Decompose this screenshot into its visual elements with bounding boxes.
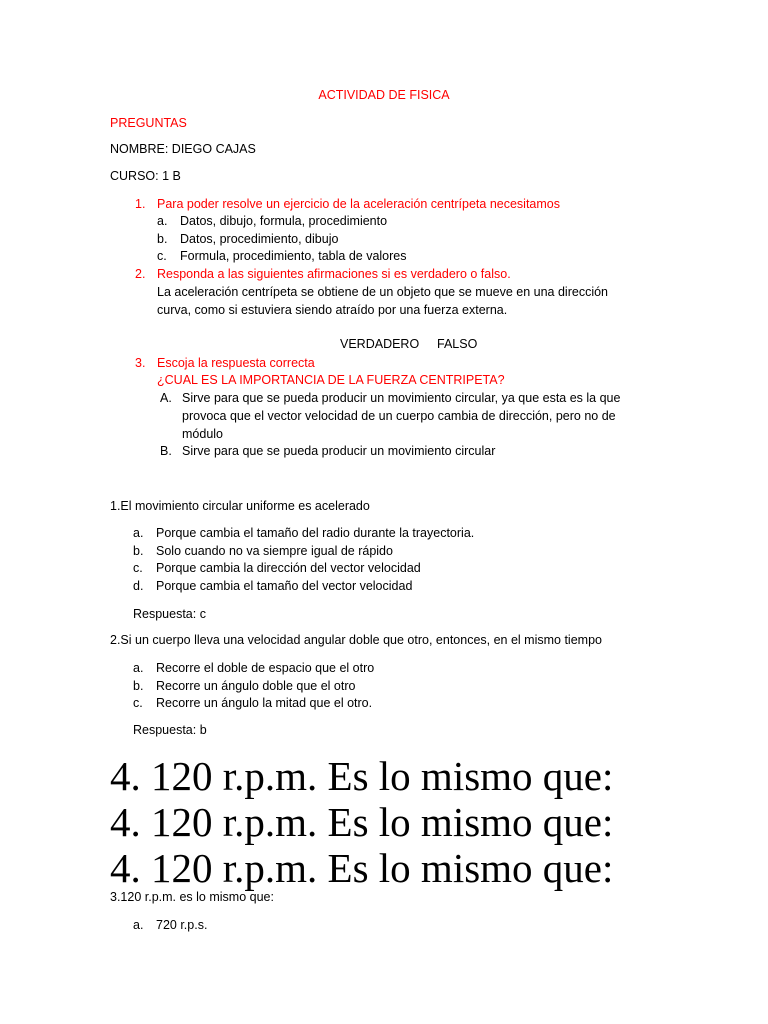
mc-1-option-b: Solo cuando no va siempre igual de rápido (156, 544, 393, 558)
question-3-option-a-line-1: Sirve para que se pueda producir un movimiento circular, ya que esta es la que (182, 391, 621, 405)
answer-falso: FALSO (437, 337, 478, 351)
question-1-option-c-marker: c. (157, 249, 167, 263)
mc-3-question: 3.120 r.p.m. es lo mismo que: (110, 890, 274, 904)
document-title: ACTIVIDAD DE FISICA (318, 88, 450, 102)
question-3-option-b: Sirve para que se pueda producir un movimiento circular (182, 444, 496, 458)
question-3-option-b-marker: B. (160, 444, 172, 458)
mc-3-option-a: 720 r.p.s. (156, 918, 208, 932)
question-2-number: 2. (135, 267, 146, 281)
mc-2-option-c-marker: c. (133, 696, 143, 710)
mc-1-option-b-marker: b. (133, 544, 144, 558)
overlay-heading-3: 4. 120 r.p.m. Es lo mismo que: (110, 845, 614, 891)
mc-2-option-a-marker: a. (133, 661, 144, 675)
overlay-heading-1: 4. 120 r.p.m. Es lo mismo que: (110, 753, 614, 799)
mc-1-option-d: Porque cambia el tamaño del vector velocidad (156, 579, 413, 593)
student-name: NOMBRE: DIEGO CAJAS (110, 142, 256, 156)
mc-3-option-a-marker: a. (133, 918, 144, 932)
mc-1-option-a-marker: a. (133, 526, 144, 540)
mc-2-option-c: Recorre un ángulo la mitad que el otro. (156, 696, 373, 710)
question-1-option-b-marker: b. (157, 232, 168, 246)
question-3-number: 3. (135, 356, 146, 370)
question-1-option-b: Datos, procedimiento, dibujo (180, 232, 339, 246)
mc-1-question: 1.El movimiento circular uniforme es acelerado (110, 499, 370, 513)
question-2-text: Responda a las siguientes afirmaciones si es verdadero o falso. (157, 267, 511, 281)
question-1-option-c: Formula, procedimiento, tabla de valores (180, 249, 407, 263)
mc-1-option-d-marker: d. (133, 579, 144, 593)
question-3-text: Escoja la respuesta correcta (157, 356, 315, 370)
mc-1-option-a: Porque cambia el tamaño del radio durante la trayectoria. (156, 526, 475, 540)
mc-2-option-b: Recorre un ángulo doble que el otro (156, 679, 356, 693)
question-3-option-a-line-3: módulo (182, 427, 223, 441)
overlay-heading-2: 4. 120 r.p.m. Es lo mismo que: (110, 799, 614, 845)
section-heading: PREGUNTAS (110, 116, 187, 130)
question-3-option-a-line-2: provoca que el vector velocidad de un cuerpo cambia de dirección, pero no de (182, 409, 616, 423)
question-1-text: Para poder resolve un ejercicio de la aceleración centrípeta necesitamos (157, 197, 561, 211)
question-1-option-a: Datos, dibujo, formula, procedimiento (180, 214, 388, 228)
question-2-statement-line-2: curva, como si estuviera siendo atraído por una fuerza externa. (157, 303, 508, 317)
student-course: CURSO: 1 B (110, 169, 181, 183)
question-3-option-a-marker: A. (160, 391, 172, 405)
question-1-option-a-marker: a. (157, 214, 168, 228)
question-3-subquestion: ¿CUAL ES LA IMPORTANCIA DE LA FUERZA CENTRIPETA? (157, 373, 505, 387)
mc-2-option-b-marker: b. (133, 679, 144, 693)
question-1-number: 1. (135, 197, 146, 211)
mc-2-option-a: Recorre el doble de espacio que el otro (156, 661, 375, 675)
mc-1-answer: Respuesta: c (133, 607, 206, 621)
mc-2-answer: Respuesta: b (133, 723, 207, 737)
mc-1-option-c-marker: c. (133, 561, 143, 575)
mc-2-question: 2.Si un cuerpo lleva una velocidad angular doble que otro, entonces, en el mismo tiempo (110, 633, 602, 647)
answer-verdadero: VERDADERO (340, 337, 420, 351)
question-2-statement-line-1: La aceleración centrípeta se obtiene de un objeto que se mueve en una dirección (157, 285, 609, 299)
mc-1-option-c: Porque cambia la dirección del vector velocidad (156, 561, 421, 575)
